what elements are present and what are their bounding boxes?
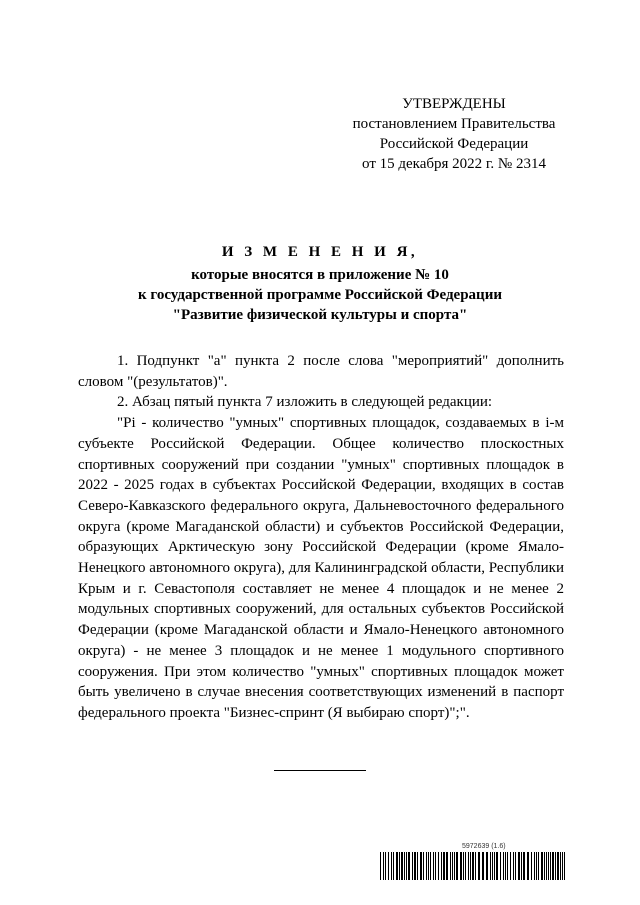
barcode-bar: [463, 852, 464, 880]
barcode-bar: [465, 852, 466, 880]
barcode-bar: [478, 852, 480, 880]
barcode-bar: [486, 852, 488, 880]
barcode-bar: [496, 852, 498, 880]
subtitle-line-2: к государственной программе Российской Федерации: [138, 287, 502, 303]
paragraph-2: 2. Абзац пятый пункта 7 изложить в следующей редакции:: [117, 394, 493, 411]
approval-line-3: от 15 декабря 2022 г. № 2314: [362, 156, 546, 172]
barcode-bar: [404, 852, 405, 880]
barcode-bar: [546, 852, 547, 880]
barcode-bar: [470, 852, 471, 880]
barcode-bar: [388, 852, 389, 880]
barcode-bar: [393, 852, 394, 880]
barcode-bar: [435, 852, 436, 880]
barcode-bar: [446, 852, 448, 880]
barcode-bar: [438, 852, 439, 880]
barcode-bar: [490, 852, 491, 880]
barcode-bar: [412, 852, 413, 880]
barcode-bar: [544, 852, 545, 880]
barcode-bar: [538, 852, 539, 880]
barcode-bar: [527, 852, 529, 880]
document-code: 5972639 (1.6): [462, 843, 506, 850]
barcode-bar: [523, 852, 525, 880]
barcode-bar: [494, 852, 495, 880]
barcode-bar: [541, 852, 543, 880]
barcode-bar: [430, 852, 431, 880]
barcode-bar: [426, 852, 427, 880]
document-title: И З М Е Н Е Н И Я,: [221, 244, 419, 260]
subtitle-line-1: которые вносятся в приложение № 10: [191, 267, 449, 283]
barcode-bar: [452, 852, 453, 880]
barcode-bar: [391, 852, 392, 880]
paragraph-3: "Рi - количество "умных" спортивных площадок, создаваемых в i-м субъекте Российской Федерации. Общее количество плоскостных спортивных сооружений при создании "умных" спортивных площадок в 2022 - 2025 годах в субъектах Российской Федерации, входящих в состав Северо-Кавказского федерального округа, Дальневосточного федерального округа (кроме Магаданской области) и субъектов Российской Федерации, образующих Арктическую зону Российской Федерации (кроме Ямало-Ненецкого автономного округа), для Калининградской области, Республики Крым и г. Севастополя составляет не менее 4 площадок и не менее 2 модульных спортивных сооружений, для остальных субъектов Российской Федерации (кроме Магаданской области и Ямало-Ненецкого автономного округа) - не менее 3 площадок и не менее 1 модульного спортивного сооружения. При этом количество "умных" спортивных площадок может быть увеличено в случае внесения соответствующих изменений в паспорт федерального проекта "Бизнес-спринт (Я выбираю спорт)";".: [78, 415, 564, 721]
approval-block: [332, 94, 576, 174]
barcode-bar: [534, 852, 535, 880]
barcode-bar: [450, 852, 451, 880]
barcode-bar: [443, 852, 445, 880]
barcode-bar: [562, 852, 563, 880]
barcode-bar: [552, 852, 554, 880]
barcode-bar: [380, 852, 381, 880]
barcode-bar: [500, 852, 501, 880]
barcode-bar: [460, 852, 462, 880]
barcode-bar: [482, 852, 484, 880]
barcode-bar: [468, 852, 469, 880]
barcode-bar: [560, 852, 561, 880]
barcode-bar: [475, 852, 476, 880]
barcode-bar: [414, 852, 416, 880]
approval-line-2: Российской Федерации: [379, 136, 529, 152]
barcode-bar: [433, 852, 434, 880]
barcode-bar: [518, 852, 520, 880]
barcode-bar: [507, 852, 508, 880]
barcode-bar: [396, 852, 398, 880]
end-divider: [274, 770, 366, 771]
document-body: [78, 351, 564, 724]
barcode-bar: [399, 852, 400, 880]
barcode-bar: [408, 852, 410, 880]
barcode-bar: [536, 852, 537, 880]
barcode-bar: [505, 852, 506, 880]
barcode-bar: [515, 852, 516, 880]
barcode-bar: [550, 852, 551, 880]
document-subtitle: [0, 265, 640, 325]
barcode-bar: [401, 852, 403, 880]
barcode-bar: [503, 852, 504, 880]
barcode-bar: [472, 852, 474, 880]
barcode-bar: [454, 852, 455, 880]
barcode-bar: [417, 852, 418, 880]
barcode-bar: [564, 852, 565, 880]
subtitle-line-3: "Развитие физической культуры и спорта": [172, 307, 468, 323]
barcode-bar: [548, 852, 549, 880]
paragraph-1: 1. Подпункт "а" пункта 2 после слова "мероприятий" дополнить словом "(результатов)".: [78, 353, 564, 390]
barcode-bar: [406, 852, 407, 880]
barcode-bar: [513, 852, 514, 880]
barcode-bar: [555, 852, 556, 880]
barcode-bar: [456, 852, 458, 880]
barcode-bar: [510, 852, 511, 880]
approval-line-1: постановлением Правительства: [352, 116, 556, 132]
barcode-image: [380, 852, 566, 880]
barcode-bar: [383, 852, 384, 880]
barcode-bar: [531, 852, 532, 880]
barcode-bar: [441, 852, 442, 880]
approval-heading: УТВЕРЖДЕНЫ: [402, 96, 506, 112]
barcode-bar: [420, 852, 422, 880]
barcode-bar: [557, 852, 559, 880]
barcode-bar: [492, 852, 493, 880]
barcode-bar: [428, 852, 429, 880]
barcode-bar: [521, 852, 522, 880]
barcode-bar: [385, 852, 386, 880]
barcode-bar: [423, 852, 424, 880]
